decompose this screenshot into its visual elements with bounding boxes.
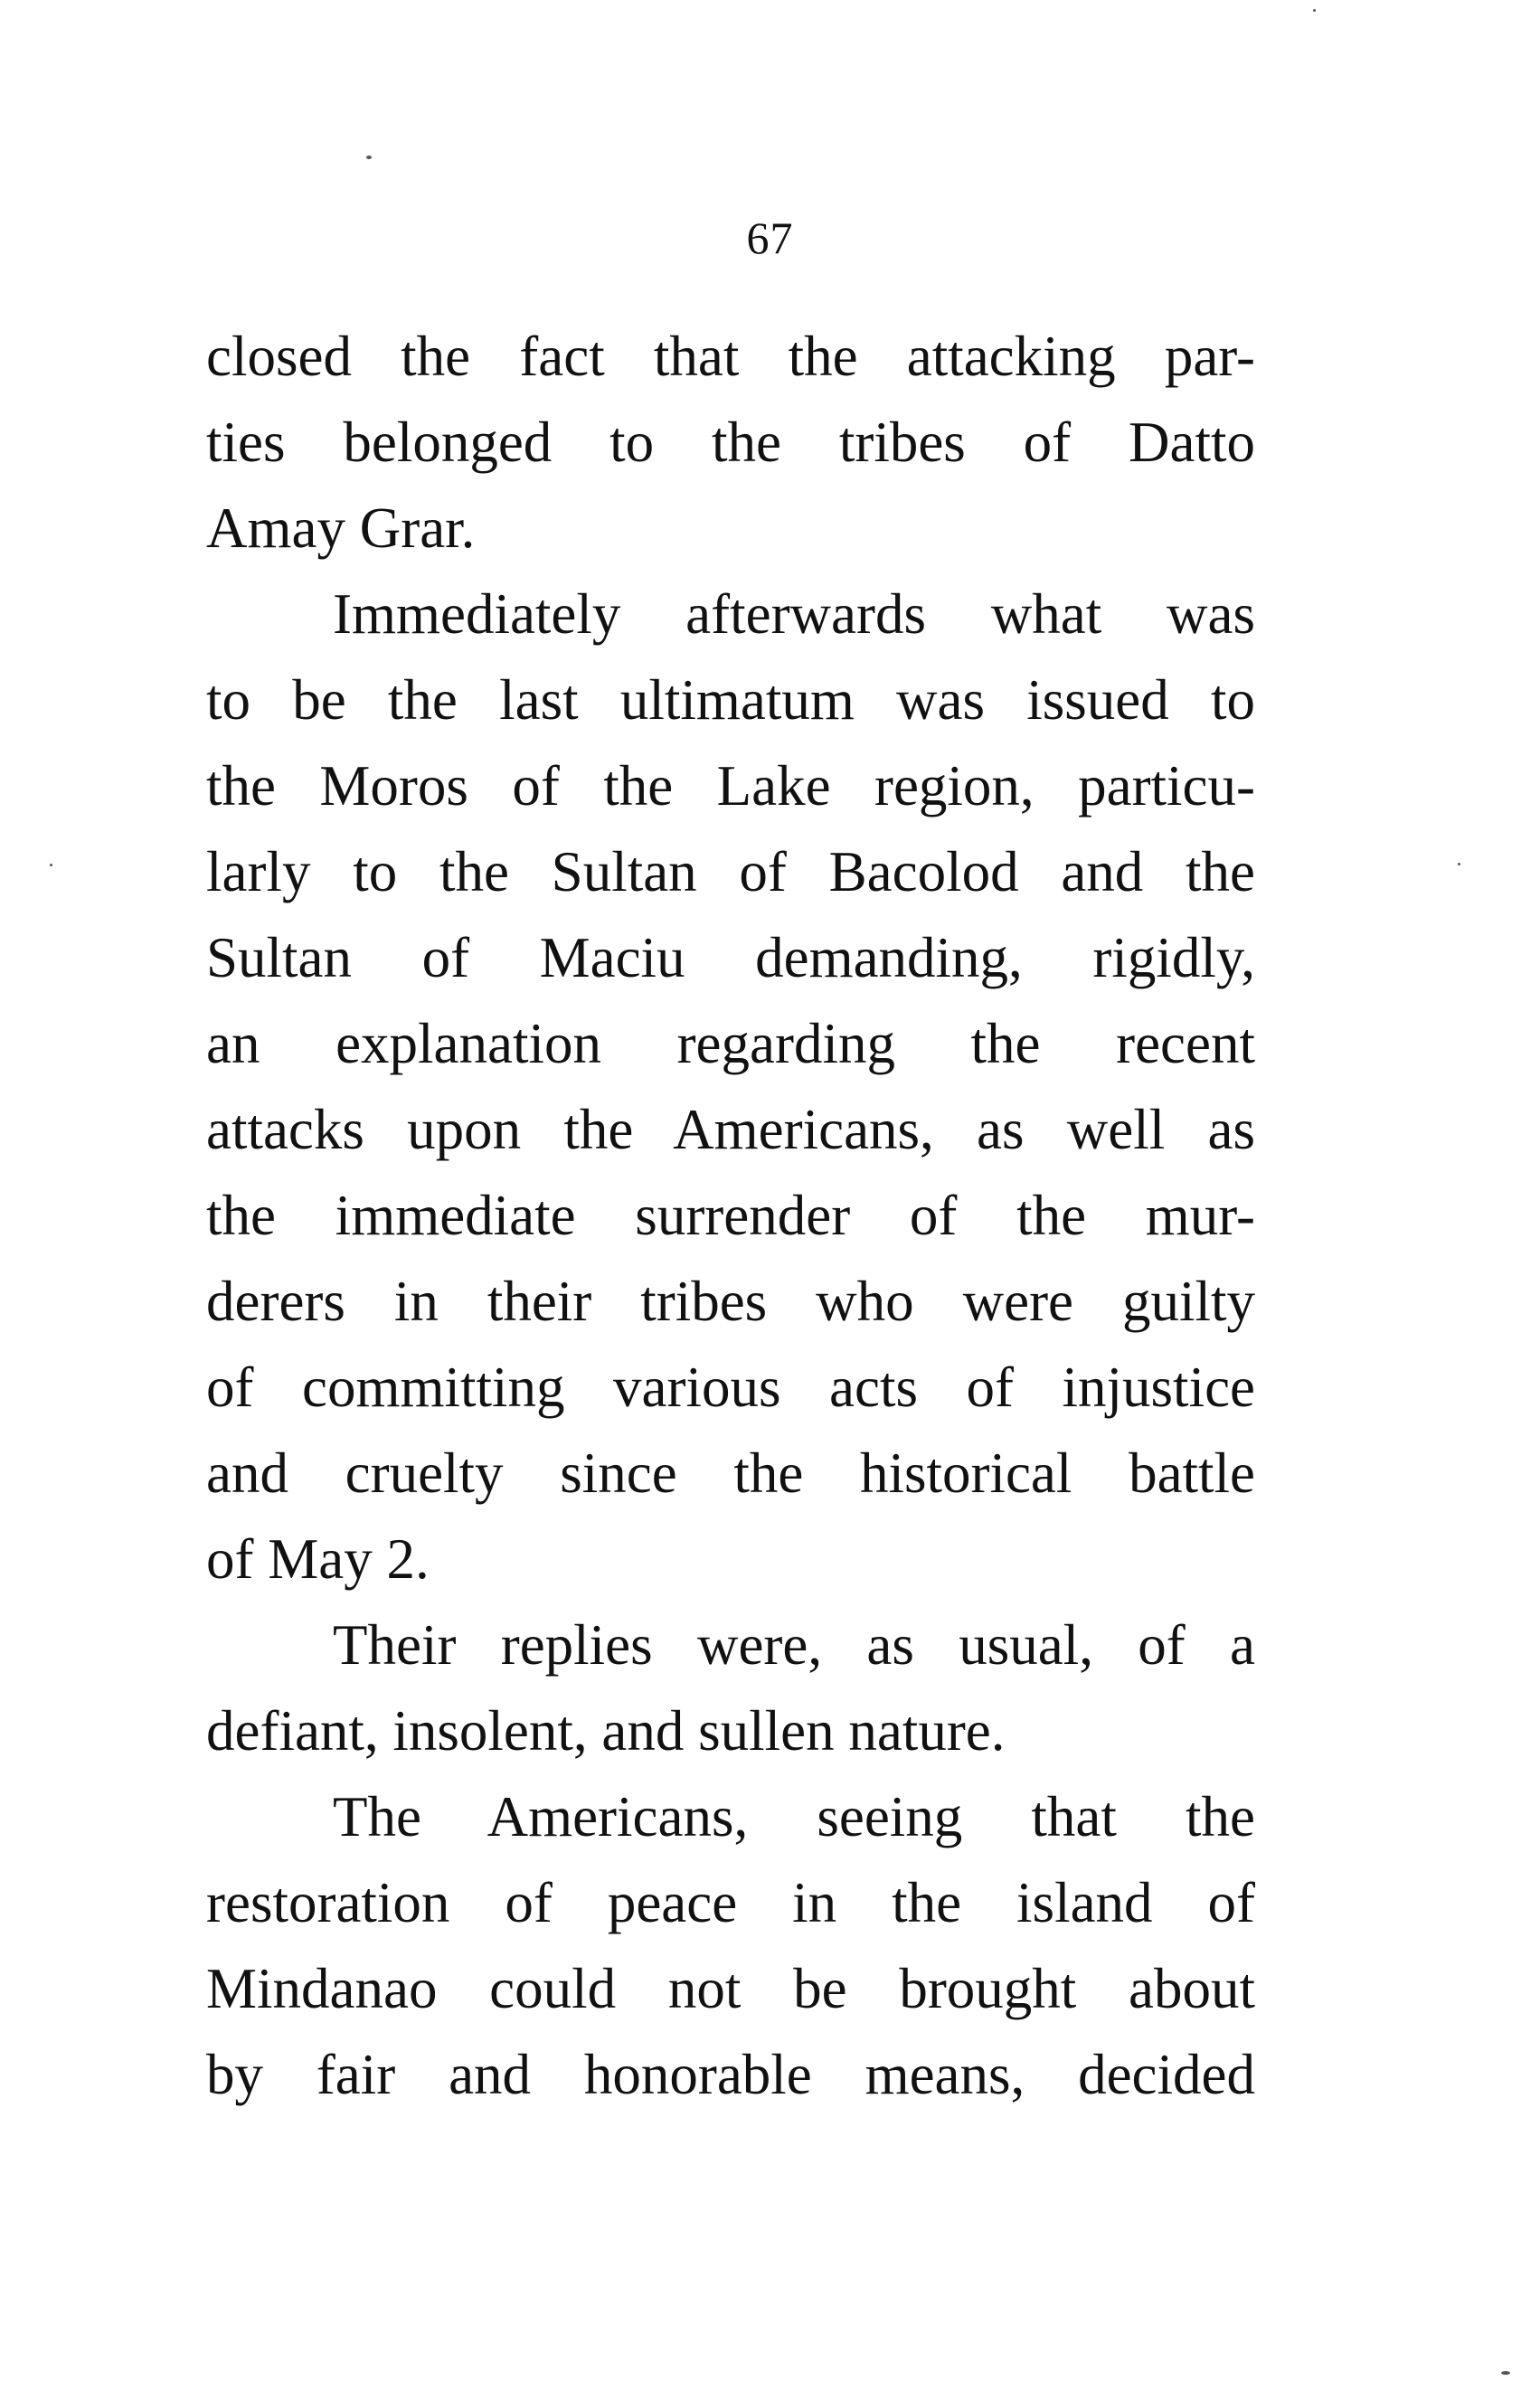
body-text	[206, 314, 1255, 2118]
text-line: Immediately afterwards what was	[333, 582, 1255, 646]
text-line: by fair and honorable means, decided	[206, 2043, 1255, 2106]
text-line: derers in their tribes who were guilty	[206, 1270, 1255, 1333]
text-line: restoration of peace in the island of	[206, 1871, 1255, 1934]
text-line: the immediate surrender of the mur-	[206, 1184, 1255, 1247]
text-line: Their replies were, as usual, of a	[333, 1613, 1255, 1677]
scan-speck	[366, 156, 372, 159]
text-line: to be the last ultimatum was issued to	[206, 668, 1255, 732]
scan-speck	[1313, 9, 1316, 12]
text-line: The Americans, seeing that the	[333, 1785, 1255, 1848]
paragraph	[206, 572, 1255, 1602]
text-line: an explanation regarding the recent	[206, 1012, 1255, 1075]
page-number: 67	[746, 213, 794, 263]
text-line: and cruelty since the historical battle	[206, 1441, 1255, 1505]
scan-speck	[1458, 863, 1460, 865]
scan-speck	[50, 864, 52, 866]
text-line: ties belonged to the tribes of Datto	[206, 411, 1255, 474]
paragraph	[206, 1774, 1255, 2118]
scan-speck	[1501, 2371, 1510, 2375]
text-line: of committing various acts of injustice	[206, 1356, 1255, 1419]
text-line: Sultan of Maciu demanding, rigidly,	[206, 926, 1255, 989]
paragraph	[206, 314, 1255, 572]
text-line: the Moros of the Lake region, particu-	[206, 754, 1255, 818]
text-line: defiant, insolent, and sullen nature.	[206, 1699, 1006, 1763]
paragraph	[206, 1602, 1255, 1774]
text-line: larly to the Sultan of Bacolod and the	[206, 840, 1255, 903]
text-line: closed the fact that the attacking par-	[206, 325, 1255, 388]
text-line: Mindanao could not be brought about	[206, 1957, 1255, 2020]
text-line: attacks upon the Americans, as well as	[206, 1098, 1255, 1161]
text-line: of May 2.	[206, 1527, 430, 1591]
text-line: Amay Grar.	[206, 496, 476, 560]
